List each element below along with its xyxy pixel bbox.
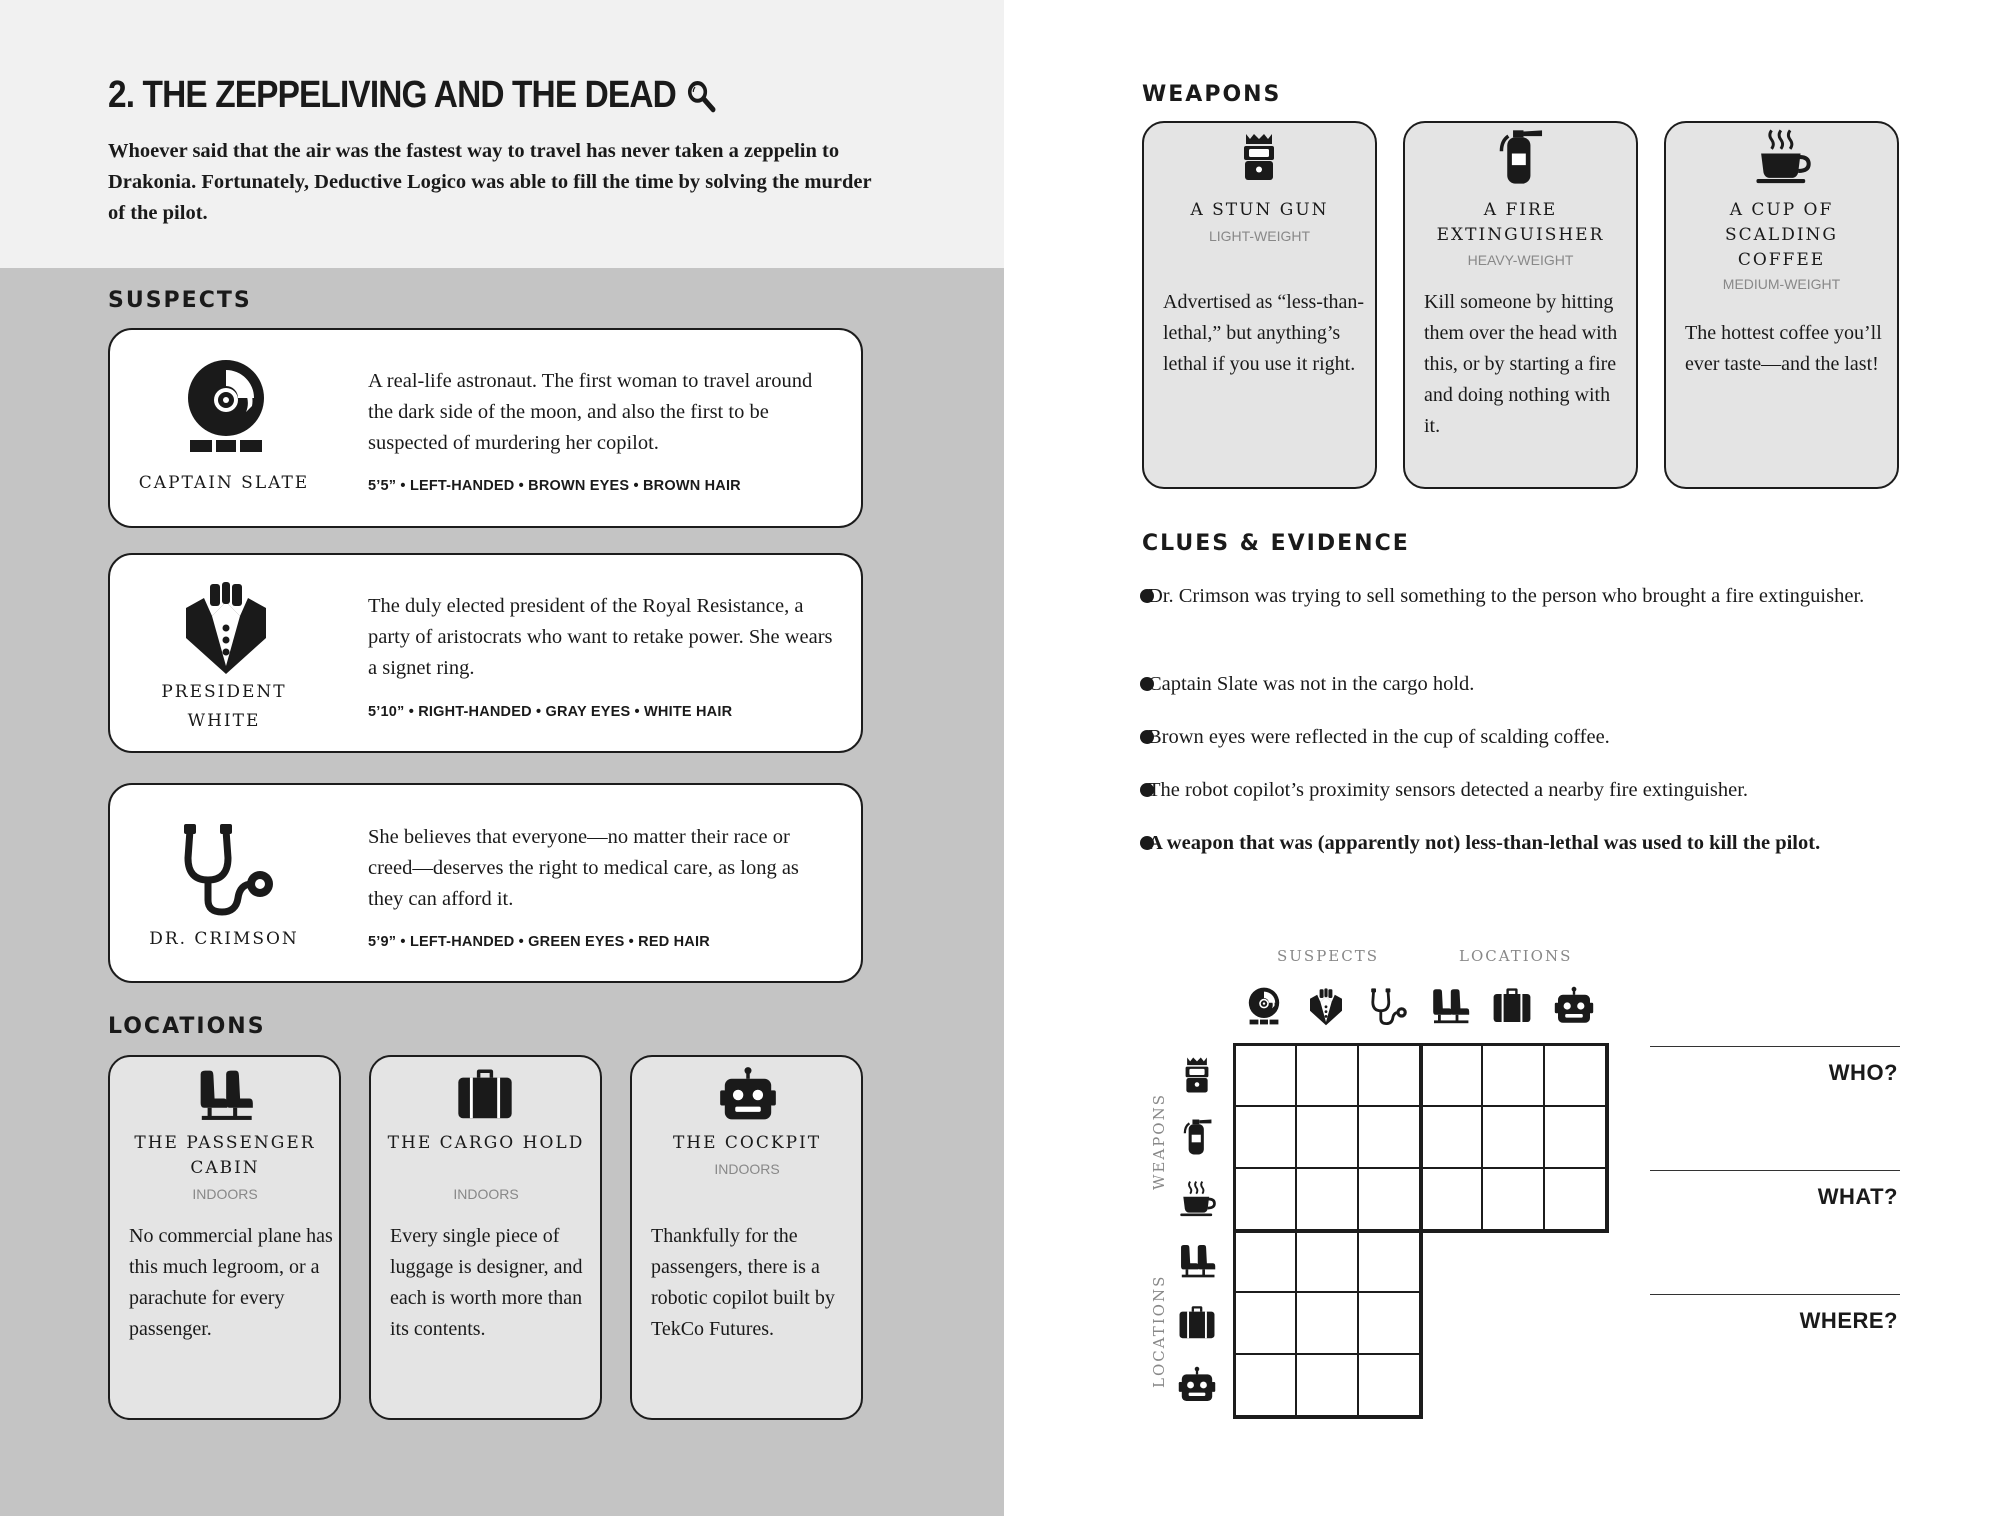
stun-gun-icon: [1178, 1056, 1216, 1094]
weapon-description: Kill someone by hitting them over the head with this, or by starting a fire and doing nothing with it.: [1424, 291, 1618, 437]
airplane-seats-icon: [1178, 1242, 1216, 1280]
location-description: Thankfully for the passengers, there is a robotic copilot built by TekCo Futures.: [651, 1225, 835, 1340]
weapon-weight: MEDIUM-WEIGHT: [1722, 276, 1841, 292]
astronaut-helmet-icon: [1244, 986, 1284, 1026]
stun-gun-icon: [1234, 128, 1284, 186]
tuxedo-icon: [176, 576, 276, 676]
locations-heading: LOCATIONS: [108, 1014, 266, 1039]
location-name: THE CARGO HOLD: [387, 1133, 585, 1153]
puzzle-title-text: 2. THE ZEPPELIVING AND THE DEAD: [108, 74, 676, 116]
grid-cell[interactable]: [1358, 1044, 1420, 1106]
suspect-description: She believes that everyone—no matter their race or creed—deserves the right to medical care, as long as they can afford it.: [368, 826, 799, 910]
grid-cell[interactable]: [1296, 1292, 1358, 1354]
weapon-name: A FIRE EXTINGUISHER: [1436, 200, 1605, 245]
logic-grid: [1234, 1044, 1614, 1424]
suspect-traits: 5’5” • LEFT-HANDED • BROWN EYES • BROWN HAIR: [368, 478, 741, 494]
location-name: THE PASSENGER CABIN: [134, 1133, 316, 1178]
answer-label-who: WHO?: [1828, 1060, 1898, 1085]
clue-item: A weapon that was (apparently not) less-than-lethal was used to kill the pilot.: [1148, 832, 1821, 854]
clue-item: Brown eyes were reflected in the cup of scalding coffee.: [1148, 726, 1610, 748]
location-description: Every single piece of luggage is designer, and each is worth more than its contents.: [390, 1225, 583, 1340]
location-setting: INDOORS: [714, 1161, 780, 1177]
grid-cell[interactable]: [1296, 1354, 1358, 1416]
grid-cell[interactable]: [1234, 1106, 1296, 1168]
robot-icon: [1178, 1366, 1216, 1404]
suitcase-icon: [1178, 1304, 1216, 1342]
airplane-seats-icon: [183, 1066, 267, 1124]
grid-row-header-locations: LOCATIONS: [1150, 1274, 1168, 1388]
answer-line-what[interactable]: [1650, 1170, 1900, 1171]
grid-cell[interactable]: [1234, 1230, 1296, 1292]
location-setting: INDOORS: [192, 1186, 258, 1202]
airplane-seats-icon: [1430, 986, 1470, 1026]
weapon-description: The hottest coffee you’ll ever taste—and the last!: [1685, 322, 1882, 375]
suspect-description: A real-life astronaut. The first woman to travel around the dark side of the moon, and also the first to be suspected of murdering her copilot.: [368, 370, 813, 454]
weapon-name: A STUN GUN: [1190, 200, 1329, 220]
grid-cell[interactable]: [1296, 1168, 1358, 1230]
suitcase-icon: [450, 1066, 520, 1124]
answer-label-what: WHAT?: [1817, 1184, 1898, 1209]
stethoscope-icon: [176, 818, 276, 918]
location-setting: INDOORS: [453, 1186, 519, 1202]
answer-line-where[interactable]: [1650, 1294, 1900, 1295]
coffee-cup-icon: [1178, 1180, 1216, 1218]
location-description: No commercial plane has this much legroom, or a parachute for every passenger.: [129, 1225, 333, 1340]
tuxedo-icon: [1306, 986, 1346, 1026]
clue-item: The robot copilot’s proximity sensors detected a nearby fire extinguisher.: [1148, 779, 1749, 801]
fire-extinguisher-icon: [1490, 128, 1550, 186]
grid-cell[interactable]: [1420, 1044, 1482, 1106]
grid-row-header-weapons: WEAPONS: [1150, 1093, 1168, 1190]
grid-cell[interactable]: [1358, 1168, 1420, 1230]
grid-cell[interactable]: [1482, 1168, 1544, 1230]
weapon-weight: HEAVY-WEIGHT: [1467, 252, 1574, 268]
robot-icon: [718, 1066, 778, 1124]
coffee-cup-icon: [1753, 128, 1811, 186]
weapon-name: A CUP OF SCALDING COFFEE: [1724, 200, 1839, 270]
magnifying-glass-icon: [686, 79, 716, 113]
grid-cell[interactable]: [1358, 1230, 1420, 1292]
grid-cell[interactable]: [1544, 1168, 1606, 1230]
grid-cell[interactable]: [1420, 1168, 1482, 1230]
suitcase-icon: [1492, 986, 1532, 1026]
grid-cell[interactable]: [1482, 1106, 1544, 1168]
stethoscope-icon: [1368, 986, 1408, 1026]
grid-cell[interactable]: [1358, 1292, 1420, 1354]
grid-cell[interactable]: [1234, 1168, 1296, 1230]
fire-extinguisher-icon: [1178, 1118, 1216, 1156]
grid-cell[interactable]: [1544, 1044, 1606, 1106]
suspect-traits: 5’9” • LEFT-HANDED • GREEN EYES • RED HAIR: [368, 934, 710, 950]
puzzle-title: [108, 74, 716, 117]
grid-cell[interactable]: [1234, 1292, 1296, 1354]
grid-cell[interactable]: [1420, 1106, 1482, 1168]
grid-cell[interactable]: [1296, 1230, 1358, 1292]
suspects-heading: SUSPECTS: [108, 288, 252, 313]
weapon-weight: LIGHT-WEIGHT: [1208, 228, 1311, 244]
grid-cell[interactable]: [1482, 1044, 1544, 1106]
weapon-description: Advertised as “less-than-lethal,” but anything’s lethal if you use it right.: [1163, 291, 1365, 375]
grid-cell[interactable]: [1544, 1106, 1606, 1168]
grid-cell[interactable]: [1296, 1044, 1358, 1106]
robot-icon: [1554, 986, 1594, 1026]
answer-label-where: WHERE?: [1799, 1308, 1898, 1333]
clues-heading: CLUES & EVIDENCE: [1142, 531, 1410, 556]
suspect-name: PRESIDENT WHITE: [161, 682, 287, 731]
suspect-description: The duly elected president of the Royal Resistance, a party of aristocrats who want to retake power. She wears a signet ring.: [368, 595, 833, 679]
suspect-name: CAPTAIN SLATE: [138, 473, 310, 493]
weapons-heading: WEAPONS: [1142, 82, 1282, 107]
grid-col-header-locations: LOCATIONS: [1459, 947, 1573, 965]
grid-cell[interactable]: [1358, 1354, 1420, 1416]
grid-cell[interactable]: [1234, 1354, 1296, 1416]
clue-item: Dr. Crimson was trying to sell something to the person who brought a fire extinguisher.: [1148, 585, 1865, 607]
location-name: THE COCKPIT: [672, 1133, 822, 1153]
grid-cell[interactable]: [1296, 1106, 1358, 1168]
astronaut-helmet-icon: [176, 356, 276, 456]
suspect-traits: 5’10” • RIGHT-HANDED • GRAY EYES • WHITE HAIR: [368, 704, 733, 720]
grid-col-header-suspects: SUSPECTS: [1277, 947, 1379, 965]
grid-cell[interactable]: [1358, 1106, 1420, 1168]
clue-item: Captain Slate was not in the cargo hold.: [1148, 673, 1475, 695]
puzzle-intro: Whoever said that the air was the fastest way to travel has never taken a zeppelin to Drakonia. Fortunately, Deductive Logico was able to fill the time by solving the murder of the pilot.: [108, 140, 872, 224]
answer-line-who[interactable]: [1650, 1046, 1900, 1047]
suspect-name: DR. CRIMSON: [149, 929, 299, 949]
grid-cell[interactable]: [1234, 1044, 1296, 1106]
